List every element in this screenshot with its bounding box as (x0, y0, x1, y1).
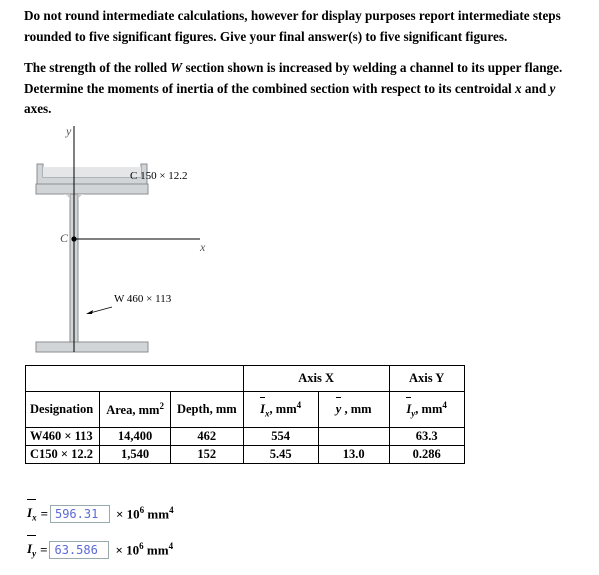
row-ix: 554 (243, 428, 318, 446)
answer-iy-multiplier (115, 541, 173, 558)
problem-w-symbol: W (170, 60, 183, 75)
row-designation: C150 × 12.2 (26, 446, 100, 464)
channel-label: C 150 × 12.2 (130, 170, 188, 182)
row-designation: W460 × 113 (26, 428, 100, 446)
axis-x-header: Axis X (243, 366, 389, 392)
instructions-text: Do not round intermediate calculations, however for display purposes report intermediate steps rounded to five significant figures. Give your final answer(s) to five significant figures. (24, 8, 561, 44)
section-drawing (24, 122, 244, 362)
ix-header-unit: , mm (269, 402, 297, 417)
ix-header-sup: 4 (296, 400, 302, 411)
problem-text-2: section shown is increased by welding a channel to its upper flange. Determine the moments of inertia of the combined section with respect to its centroidal (24, 60, 563, 96)
ybar-header-unit: , mm (341, 402, 372, 416)
answer-iy-sub: y (32, 548, 37, 559)
answer-ix-sym-letter: I (27, 505, 33, 521)
centroid-label: C (60, 231, 69, 245)
area-header (100, 392, 171, 428)
answer-iy-exp: 6 (139, 541, 144, 552)
x-axis-label: x (200, 240, 206, 254)
answer-iy-row (27, 541, 173, 559)
w-bottom-flange (36, 342, 148, 352)
table-row (26, 446, 465, 464)
problem-text-and: and (521, 80, 550, 96)
row-ybar: 13.0 (318, 446, 389, 464)
problem-statement (24, 58, 584, 120)
iy-header-sub: y (411, 408, 416, 419)
problem-y-symbol: y (549, 80, 556, 96)
answer-ix-multiplier (116, 505, 174, 522)
answer-iy-symbol (27, 541, 36, 559)
ybar-header-sym: y (335, 402, 342, 416)
answer-ix-sub: x (32, 512, 37, 523)
iy-header (389, 392, 464, 428)
area-header-text: Area, mm (106, 403, 160, 418)
answer-ix-unit: mm (147, 506, 170, 522)
answer-iy-input[interactable]: 63.586 (49, 541, 109, 559)
ix-header-sym: I (260, 402, 266, 417)
answer-ix-row (27, 505, 174, 523)
answer-iy-sym-letter: I (27, 541, 33, 557)
w-top-flange (36, 184, 148, 194)
row-ybar (318, 428, 389, 446)
row-depth: 152 (170, 446, 243, 464)
answer-ix-unit-sup: 4 (169, 505, 174, 516)
ix-header-sub: x (265, 408, 270, 419)
area-header-sup: 2 (159, 400, 164, 411)
w-section-label: W 460 × 113 (114, 293, 172, 305)
row-ix: 5.45 (243, 446, 318, 464)
problem-x-symbol: x (515, 80, 522, 96)
row-area: 14,400 (100, 428, 171, 446)
centroid-dot (71, 236, 76, 241)
iy-header-sym: I (406, 402, 412, 417)
iy-header-unit: , mm (415, 402, 443, 417)
answer-iy-equals: = (40, 542, 48, 557)
properties-table (25, 365, 465, 464)
table-row (26, 428, 465, 446)
axis-y-header: Axis Y (389, 366, 464, 392)
iy-header-sup: 4 (442, 400, 447, 411)
row-depth: 462 (170, 428, 243, 446)
w-label-leader (90, 307, 112, 313)
depth-header: Depth, mm (170, 392, 243, 428)
row-iy: 63.3 (389, 428, 464, 446)
answer-ix-exp: 6 (139, 505, 145, 516)
row-area: 1,540 (100, 446, 171, 464)
designation-header: Designation (26, 392, 100, 428)
table-column-header-row (26, 392, 465, 428)
problem-text-end: axes. (24, 101, 52, 116)
problem-text-1: The strength of the rolled (24, 60, 171, 75)
answer-iy-unit-sup: 4 (168, 541, 174, 552)
ybar-header (318, 392, 389, 428)
answer-ix-mult-text: × 10 (115, 506, 140, 522)
answer-ix-input[interactable]: 596.31 (50, 505, 110, 523)
row-iy: 0.286 (389, 446, 464, 464)
answer-ix-symbol (27, 505, 37, 523)
answer-iy-mult-text: × 10 (115, 542, 140, 558)
answer-iy-unit: mm (146, 542, 169, 558)
table-group-header-row (26, 366, 465, 392)
y-axis-label: y (66, 124, 72, 138)
section-figure (24, 122, 244, 362)
answer-ix-equals: = (40, 506, 48, 521)
ix-header (243, 392, 318, 428)
